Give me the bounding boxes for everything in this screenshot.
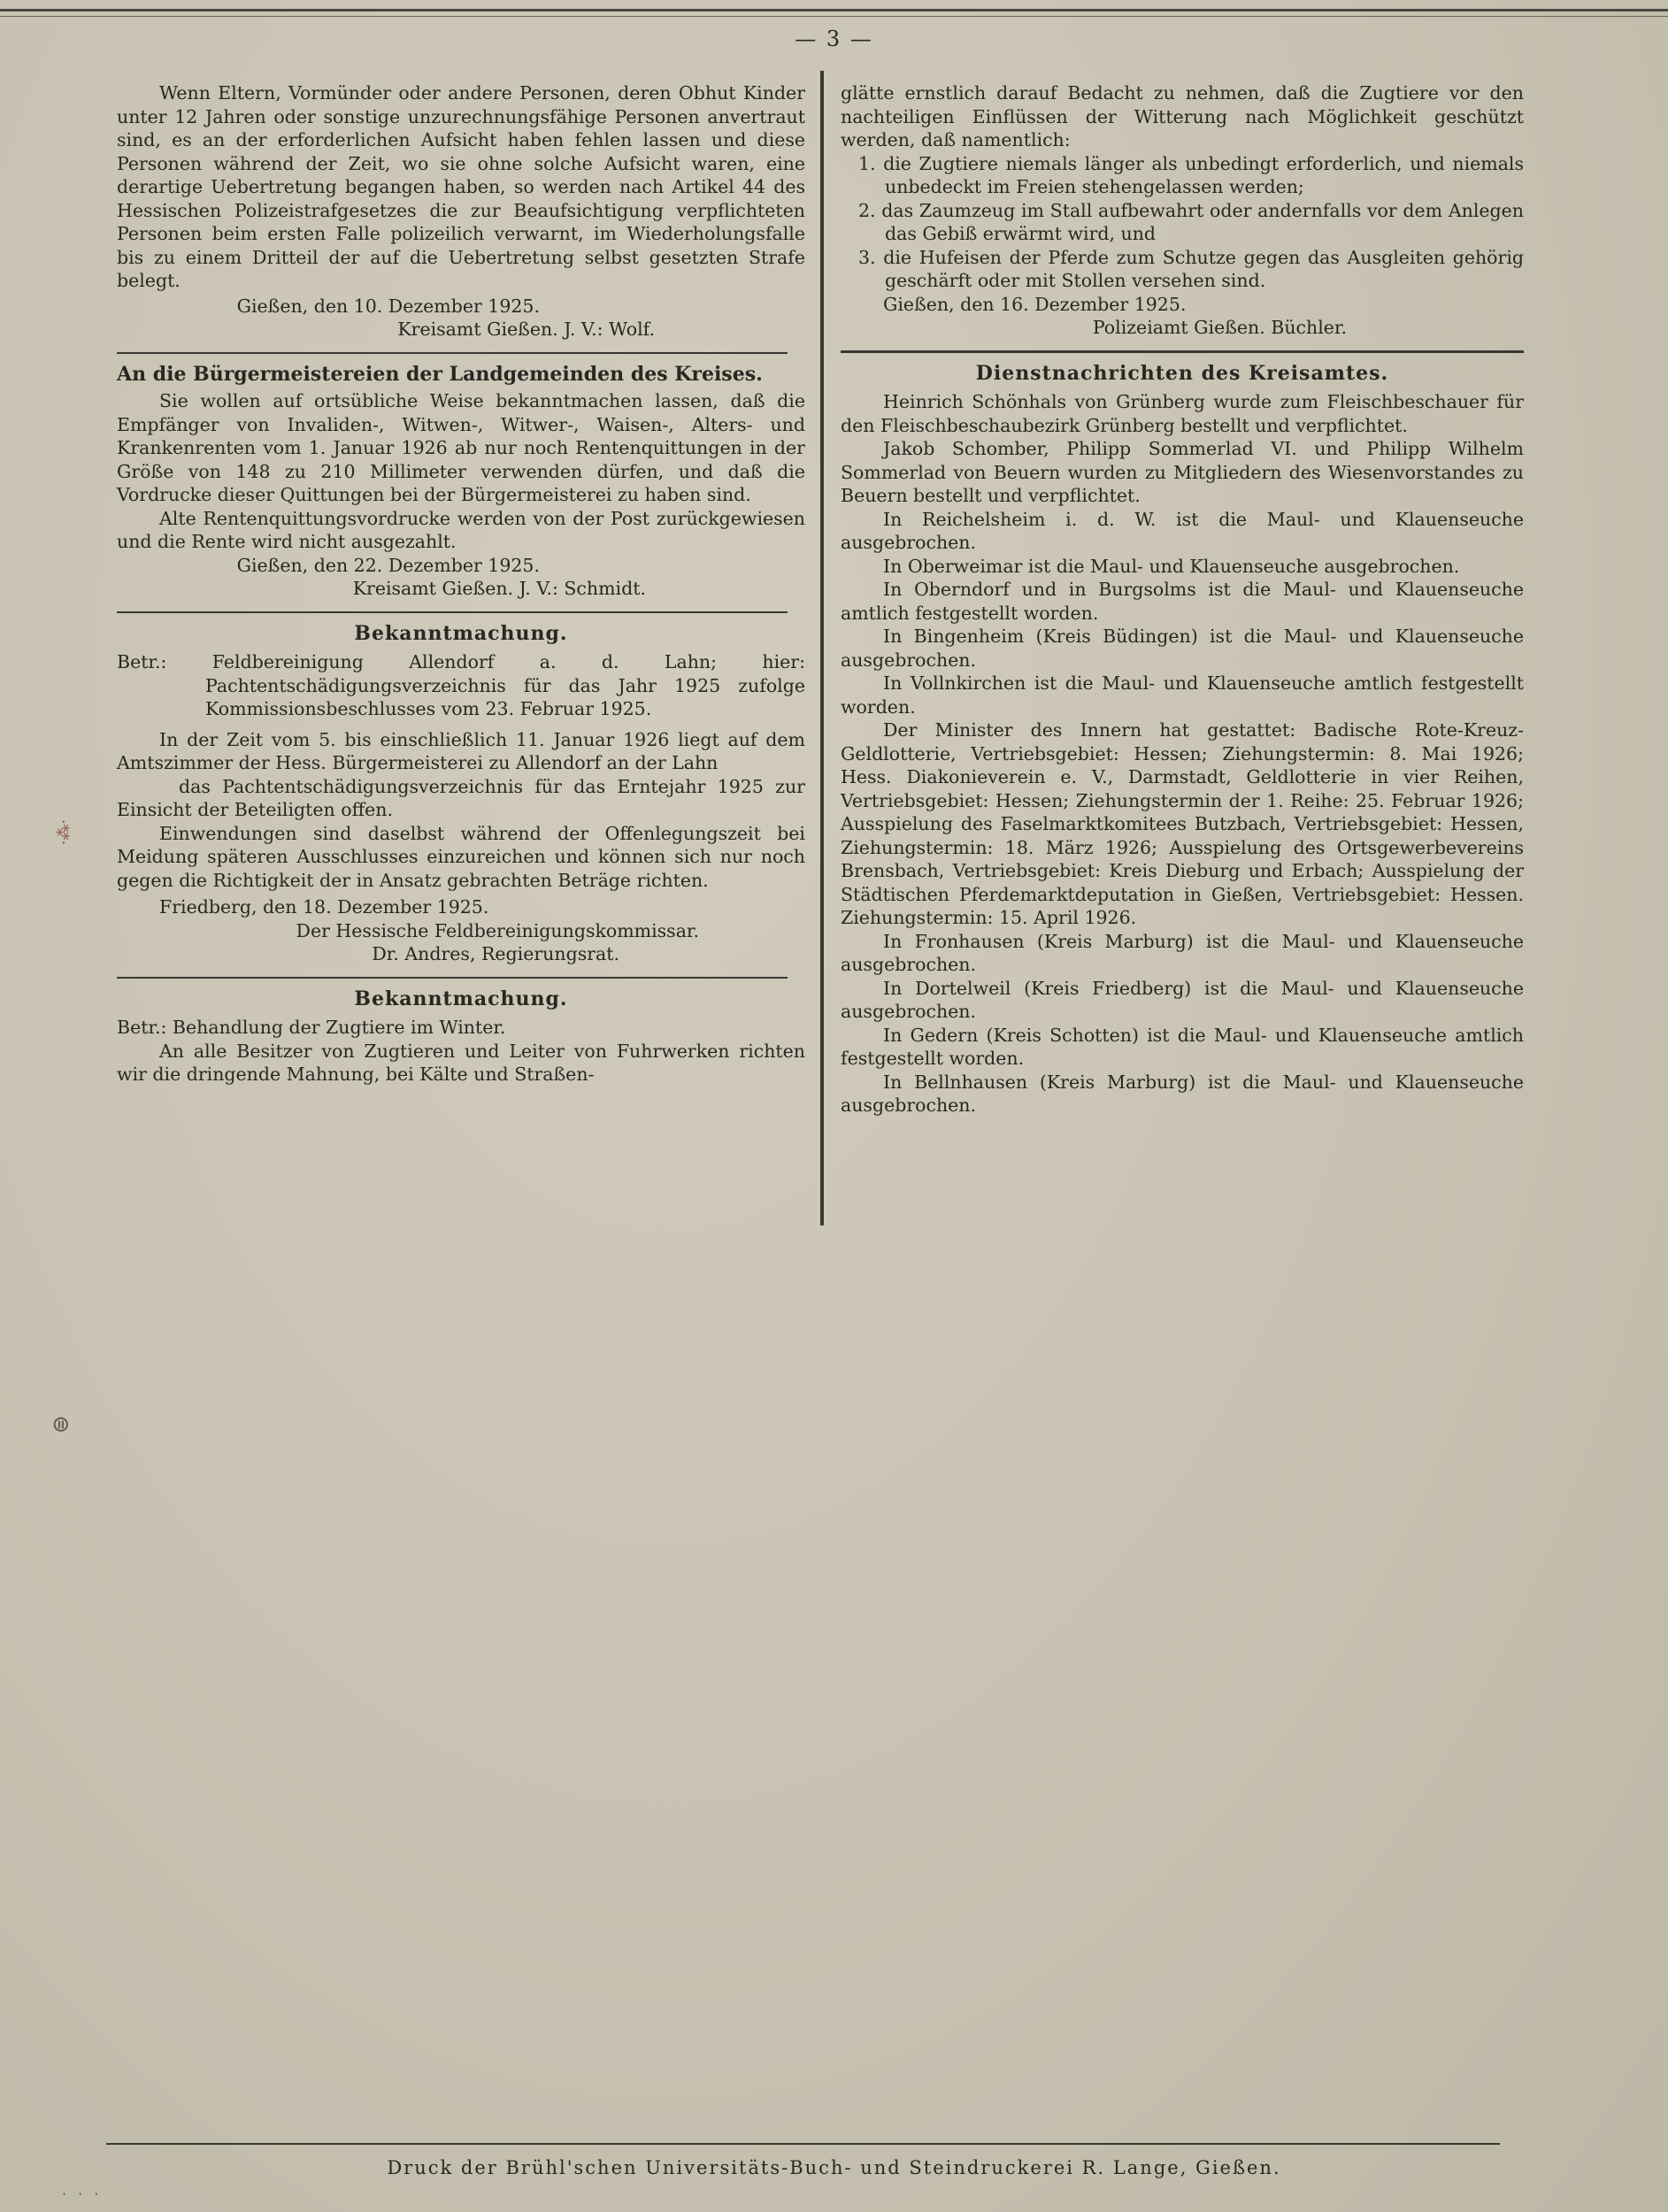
signature: Kreisamt Gießen. J. V.: Wolf. — [397, 319, 655, 340]
list-item: In Oberweimar ist die Maul- und Klauenseuche ausgebrochen. — [883, 555, 1460, 577]
paragraph-supervision: Wenn Eltern, Vormünder oder andere Personen, deren Obhut Kinder unter 12 Jahren oder sonstige unzurechnungsfähige Personen anvertraut sind, es an der erforderlichen Aufsicht haben fehlen lassen und diese Personen während der Zeit, wo sie ohne solche Aufsicht waren, eine derartige Uebertretung begangen haben, so werden nach Artikel 44 des Hessischen Polizeistrafgesetzes die zur Beaufsichtigung verpflichteten Personen beim ersten Falle polizeilich verwarnt, im Wiederholungsfalle bis zu einem Dritteil der auf die Uebertretung selbst gesetzten Strafe belegt. — [117, 82, 805, 291]
section-heading-buergermeistereien: An die Bürgermeistereien der Landgemeinden des Kreises. — [117, 362, 763, 386]
list-item: In Gedern (Kreis Schotten) ist die Maul- und Klauenseuche amtlich festgestellt worden. — [841, 1024, 1524, 1069]
date-line: Gießen, den 10. Dezember 1925. — [236, 295, 540, 317]
footer-rule — [106, 2143, 1500, 2145]
list-item: In Reichelsheim i. d. W. ist die Maul- und Klauenseuche ausgebrochen. — [841, 508, 1524, 553]
signature: Dr. Andres, Regierungsrat. — [372, 943, 619, 964]
signature: Polizeiamt Gießen. Büchler. — [1092, 317, 1347, 338]
section-divider — [117, 977, 788, 979]
page-number: — 3 — — [795, 27, 873, 51]
paragraph-mahnung: An alle Besitzer von Zugtieren und Leiter von Fuhrwerken richten wir die dringende Mahnung, bei Kälte und Straßen- — [117, 1040, 805, 1085]
paragraph-rentenquittungen: Sie wollen auf ortsübliche Weise bekanntmachen lassen, daß die Empfänger von Invaliden-, Witwen-, Witwer-, Waisen-, Alters- und Krankenrenten vom 1. Januar 1926 ab nur noch Rentenquittungen in der Größe von 148 zu 210 Millimeter verwenden dürfen, und daß die Vordrucke dieser Quittungen bei der Bürgermeisterei zu haben sind. — [117, 390, 805, 505]
section-heading-dienstnachrichten: Dienstnachrichten des Kreisamtes. — [975, 361, 1389, 385]
list-item: In Oberndorf und in Burgsolms ist die Maul- und Klauenseuche amtlich festgestellt worden. — [841, 579, 1524, 624]
date-line: Gießen, den 16. Dezember 1925. — [883, 293, 1187, 315]
list-item: In Vollnkirchen ist die Maul- und Klauenseuche amtlich festgestellt worden. — [841, 672, 1524, 718]
list-item: Heinrich Schönhals von Grünberg wurde zum Fleischbeschauer für den Fleischbeschaubezirk Grünberg bestellt und verpflichtet. — [841, 391, 1524, 436]
paragraph-mahnung-continued: glätte ernstlich darauf Bedacht zu nehmen, daß die Zugtiere vor den nachteiligen Einflüssen der Witterung nach Möglichkeit geschützt werden, daß namentlich: — [841, 82, 1524, 150]
list-item: In Bellnhausen (Kreis Marburg) ist die Maul- und Klauenseuche ausgebrochen. — [841, 1071, 1524, 1116]
left-column — [117, 81, 805, 1087]
signature: Kreisamt Gießen. J. V.: Schmidt. — [352, 578, 646, 599]
list-item: Der Minister des Innern hat gestattet: Badische Rote-Kreuz-Geldlotterie, Vertriebsgebiet: Hessen; Ziehungstermin: 8. Mai 1926; Hess. Diakonieverein e. V., Darmstadt, Geldlotterie in vier Reihen, Vertriebsgebiet: Hessen; Ziehungstermin der 1. Reihe: 25. Februar 1926; Ausspielung des Faselmarktkomitees Butzbach, Vertriebsgebiet: Hessen, Ziehungstermin: 18. März 1926; Ausspielung des Ortsgewerbevereins Brensbach, Vertriebsgebiet: Kreis Dieburg und Erbach; Ausspielung der Städtischen Pferdemarktdeputation in Gießen, Vertriebsgebiet: Hessen. Ziehungstermin: 15. April 1926. — [841, 719, 1524, 928]
date-line: Friedberg, den 18. Dezember 1925. — [159, 896, 489, 918]
column-divider — [820, 71, 824, 1225]
paragraph-einwendungen: Einwendungen sind daselbst während der Offenlegungszeit bei Meidung späteren Ausschlusses einzureichen und können sich nur noch gegen die Richtigkeit der in Ansatz gebrachten Beträge richten. — [117, 822, 805, 891]
paragraph-alte-vordrucke: Alte Rentenquittungsvordrucke werden von der Post zurückgewiesen und die Rente wird nicht ausgezahlt. — [117, 507, 805, 552]
right-column — [841, 81, 1524, 1118]
section-divider — [841, 350, 1524, 353]
signature-title: Der Hessische Feldbereinigungskommissar. — [296, 919, 699, 941]
instruction-list — [841, 152, 1524, 293]
betreff-feldbereinigung: Betr.: Feldbereinigung Allendorf a. d. Lahn; hier: Pachtentschädigungsverzeichnis für das Jahr 1925 zufolge Kommissionsbeschlusses vom 23. Februar 1925. — [117, 651, 805, 719]
list-item: In Dortelweil (Kreis Friedberg) ist die Maul- und Klauenseuche ausgebrochen. — [841, 977, 1524, 1022]
betreff-zugtiere: Betr.: Behandlung der Zugtiere im Winter. — [117, 1017, 506, 1038]
top-border-rule-thin — [0, 16, 1668, 17]
paragraph-verzeichnis: das Pachtentschädigungsverzeichnis für das Erntejahr 1925 zur Einsicht der Beteiligten offen. — [117, 775, 805, 820]
section-heading-bekanntmachung: Bekanntmachung. — [354, 621, 568, 645]
section-divider — [117, 611, 788, 613]
list-item: In Fronhausen (Kreis Marburg) ist die Maul- und Klauenseuche ausgebrochen. — [841, 930, 1524, 975]
section-divider — [117, 352, 788, 354]
section-heading-bekanntmachung-2: Bekanntmachung. — [354, 987, 568, 1010]
library-stamp-mark: ·⁂· — [55, 818, 74, 846]
list-item: 2. das Zaumzeug im Stall aufbewahrt oder andernfalls vor dem Anlegen das Gebiß erwärmt wird, und — [858, 199, 1524, 244]
list-item: 1. die Zugtiere niemals länger als unbedingt erforderlich, und niemals unbedeckt im Freien stehengelassen werden; — [858, 152, 1524, 197]
paragraph-auslage: In der Zeit vom 5. bis einschließlich 11. Januar 1926 liegt auf dem Amtszimmer der Hess. Bürgermeisterei zu Allendorf an der Lahn — [117, 728, 805, 773]
edge-marks: · · · — [62, 2185, 103, 2202]
library-stamp-seal: ⊜ — [47, 1415, 74, 1434]
date-line: Gießen, den 22. Dezember 1925. — [236, 554, 540, 576]
list-item: 3. die Hufeisen der Pferde zum Schutze gegen das Ausgleiten gehörig geschärft oder mit Stollen versehen sind. — [858, 246, 1524, 291]
top-border-rule — [0, 9, 1668, 12]
list-item: In Bingenheim (Kreis Büdingen) ist die Maul- und Klauenseuche ausgebrochen. — [841, 626, 1524, 671]
list-item: Jakob Schomber, Philipp Sommerlad VI. und Philipp Wilhelm Sommerlad von Beuern wurden zu Mitgliedern des Wiesenvorstandes zu Beuern bestellt und verpflichtet. — [841, 438, 1524, 506]
printer-imprint: Druck der Brühl'schen Universitäts-Buch- und Steindruckerei R. Lange, Gießen. — [387, 2157, 1281, 2178]
